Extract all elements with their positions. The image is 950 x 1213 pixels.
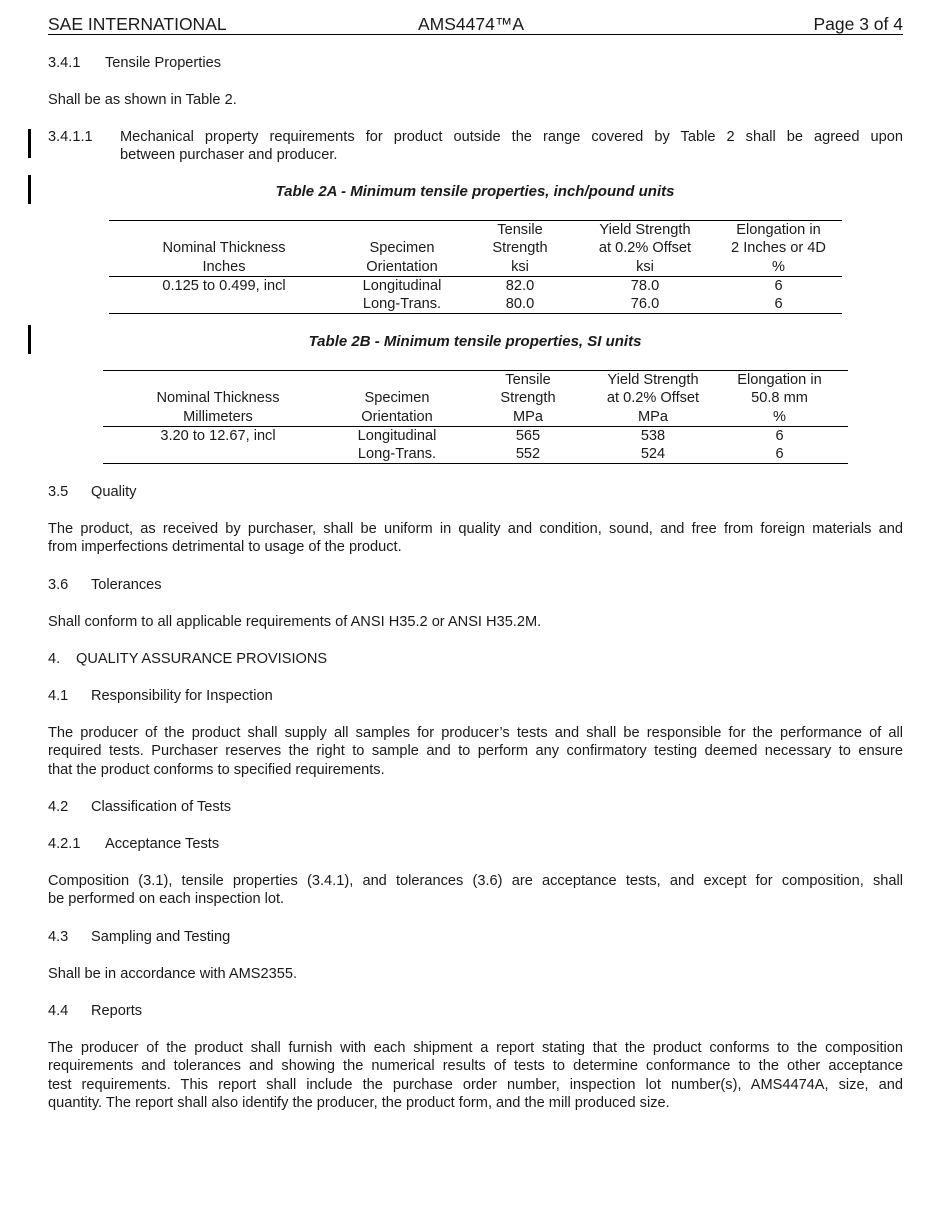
- paragraph-line: that the product conforms to specified requirements.: [48, 761, 385, 778]
- section-number: 3.6: [48, 577, 69, 593]
- header-cell: 50.8 mm: [751, 390, 808, 407]
- section-number: 4.3: [48, 929, 69, 945]
- paragraph-line: requirements and tolerances and showing the numerical results of tests to determine conformance to the other acceptance: [48, 1058, 903, 1075]
- table-row: [103, 426, 848, 445]
- paragraph: [48, 1039, 903, 1113]
- section-heading-4-2-1: [48, 835, 903, 853]
- table-2b-caption: Table 2B - Minimum tensile properties, SI units: [308, 333, 642, 350]
- section-3-4-1-1: [48, 128, 903, 165]
- paragraph: [48, 724, 903, 779]
- table-header-row: [103, 389, 848, 407]
- paragraph-line: Composition (3.1), tensile properties (3.4.1), and tolerances (3.6) are acceptance tests, and except for composition, shall: [48, 873, 903, 889]
- header-cell: MPa: [461, 408, 595, 427]
- paragraph-line: Mechanical property requirements for product outside the range covered by Table 2 shall be agreed upon: [120, 129, 903, 145]
- header-cell: Inches: [109, 258, 339, 277]
- paragraph-line: be performed on each inspection lot.: [48, 891, 285, 908]
- paragraph-line: The product, as received by purchaser, shall be uniform in quality and condition, sound, and free from foreign materials and: [48, 521, 903, 537]
- header-cell: Millimeters: [103, 408, 333, 427]
- header-cell: Nominal Thickness: [156, 390, 280, 407]
- header-cell: Yield Strength: [575, 221, 715, 240]
- header-cell: Specimen: [364, 390, 430, 407]
- header-cell: Strength: [500, 390, 556, 407]
- table-2b: [103, 370, 848, 464]
- section-title: Sampling and Testing: [91, 929, 231, 945]
- section-number: 3.4.1.1: [48, 129, 93, 145]
- section-heading-4-4: [48, 1002, 903, 1020]
- cell-orientation: Long-Trans.: [339, 295, 465, 314]
- section-title: Acceptance Tests: [105, 836, 220, 852]
- header-cell: Tensile: [465, 221, 575, 240]
- cell-elongation: 6: [715, 295, 842, 314]
- paragraph: Shall be as shown in Table 2.: [48, 92, 237, 108]
- header-cell: [333, 371, 461, 390]
- header-cell: at 0.2% Offset: [606, 390, 700, 407]
- section-heading-3-4-1: [48, 54, 903, 72]
- cell-yield: 524: [595, 445, 711, 464]
- table-row: [103, 445, 848, 464]
- section-number: 4.4: [48, 1003, 69, 1019]
- paragraph: [48, 520, 903, 557]
- paragraph: Shall be in accordance with AMS2355.: [48, 966, 298, 982]
- section-title: Quality: [91, 484, 137, 500]
- header-cell: Nominal Thickness: [162, 240, 286, 257]
- section-title: Responsibility for Inspection: [91, 688, 273, 704]
- header-cell: MPa: [595, 408, 711, 427]
- paragraph-line: The producer of the product shall supply all samples for producer’s tests and shall be responsible for the performance of all: [48, 725, 903, 741]
- cell-thickness: 0.125 to 0.499, incl: [162, 277, 286, 294]
- paragraph: Shall conform to all applicable requirements of ANSI H35.2 or ANSI H35.2M.: [48, 614, 542, 630]
- header-page-number: Page 3 of 4: [813, 14, 903, 34]
- cell-elongation: 6: [775, 427, 784, 444]
- paragraph-line: test requirements. This report shall include the purchase order number, inspection lot number(s), AMS4474A, size, and: [48, 1076, 903, 1093]
- section-heading-3-5: [48, 483, 903, 501]
- header-cell: Elongation in: [711, 371, 848, 390]
- section-number: 3.4.1: [48, 55, 81, 71]
- paragraph-line: from imperfections detrimental to usage of the product.: [48, 539, 402, 556]
- cell-orientation: Long-Trans.: [333, 445, 461, 464]
- section-title: Classification of Tests: [91, 799, 232, 815]
- cell-tensile: 552: [461, 445, 595, 464]
- header-cell: %: [711, 408, 848, 427]
- header-cell: %: [715, 258, 842, 277]
- section-number: 4.: [48, 651, 61, 667]
- section-title: Tolerances: [91, 577, 162, 593]
- change-bar: [28, 129, 31, 158]
- cell-yield: 76.0: [575, 295, 715, 314]
- section-number: 4.1: [48, 688, 69, 704]
- section-title: Tensile Properties: [105, 55, 221, 71]
- table-header-row: [103, 371, 848, 390]
- cell-thickness: 3.20 to 12.67, incl: [160, 427, 276, 444]
- section-heading-4-2: [48, 798, 903, 816]
- header-cell: ksi: [465, 258, 575, 277]
- cell-tensile: 565: [515, 427, 541, 444]
- header-cell: [339, 221, 465, 240]
- header-cell: Strength: [492, 240, 548, 257]
- header-cell: at 0.2% Offset: [598, 240, 692, 257]
- header-cell: ksi: [575, 258, 715, 277]
- page-header: [48, 12, 903, 35]
- table-row: [109, 276, 842, 295]
- cell-yield: 78.0: [630, 277, 660, 294]
- section-number: 4.2: [48, 799, 69, 815]
- paragraph-line: between purchaser and producer.: [120, 147, 338, 164]
- header-cell: Elongation in: [715, 221, 842, 240]
- table-header-row: [109, 221, 842, 240]
- table-2a: [109, 220, 842, 314]
- header-organization: SAE INTERNATIONAL: [48, 14, 227, 34]
- header-cell: 2 Inches or 4D: [731, 240, 826, 257]
- table-2a-caption: Table 2A - Minimum tensile properties, inch/pound units: [275, 183, 675, 200]
- cell-tensile: 82.0: [505, 277, 535, 294]
- section-heading-4: [48, 650, 903, 668]
- header-cell: Orientation: [339, 258, 465, 277]
- section-heading-3-6: [48, 576, 903, 594]
- paragraph: [48, 872, 903, 909]
- section-number: 4.2.1: [48, 836, 81, 852]
- paragraph-line: required tests. Purchaser reserves the right to sample and to perform any confirmatory testing deemed necessary to ensure: [48, 743, 903, 760]
- paragraph-line: The producer of the product shall furnish with each shipment a report stating that the product conforms to the composition: [48, 1040, 903, 1056]
- header-cell: Tensile: [461, 371, 595, 390]
- section-title: Reports: [91, 1003, 143, 1019]
- cell-orientation: Longitudinal: [357, 427, 437, 444]
- header-cell: [109, 221, 339, 240]
- table-header-row: [109, 258, 842, 277]
- section-heading-4-1: [48, 687, 903, 705]
- cell-tensile: 80.0: [465, 295, 575, 314]
- cell-thickness: [109, 295, 339, 314]
- header-cell: Orientation: [333, 408, 461, 427]
- header-document-number: AMS4474™A: [418, 14, 525, 34]
- section-title: QUALITY ASSURANCE PROVISIONS: [76, 651, 328, 667]
- table-header-row: [109, 239, 842, 257]
- cell-elongation: 6: [711, 445, 848, 464]
- cell-elongation: 6: [774, 277, 783, 294]
- cell-yield: 538: [640, 427, 666, 444]
- table-row: [109, 295, 842, 314]
- cell-orientation: Longitudinal: [362, 277, 442, 294]
- header-cell: Specimen: [369, 240, 435, 257]
- header-cell: [103, 371, 333, 390]
- header-cell: Yield Strength: [595, 371, 711, 390]
- table-header-row: [103, 408, 848, 427]
- paragraph-line: quantity. The report shall also identify the producer, the product form, and the mill produced size.: [48, 1095, 670, 1112]
- section-number: 3.5: [48, 484, 69, 500]
- cell-thickness: [103, 445, 333, 464]
- section-heading-4-3: [48, 928, 903, 946]
